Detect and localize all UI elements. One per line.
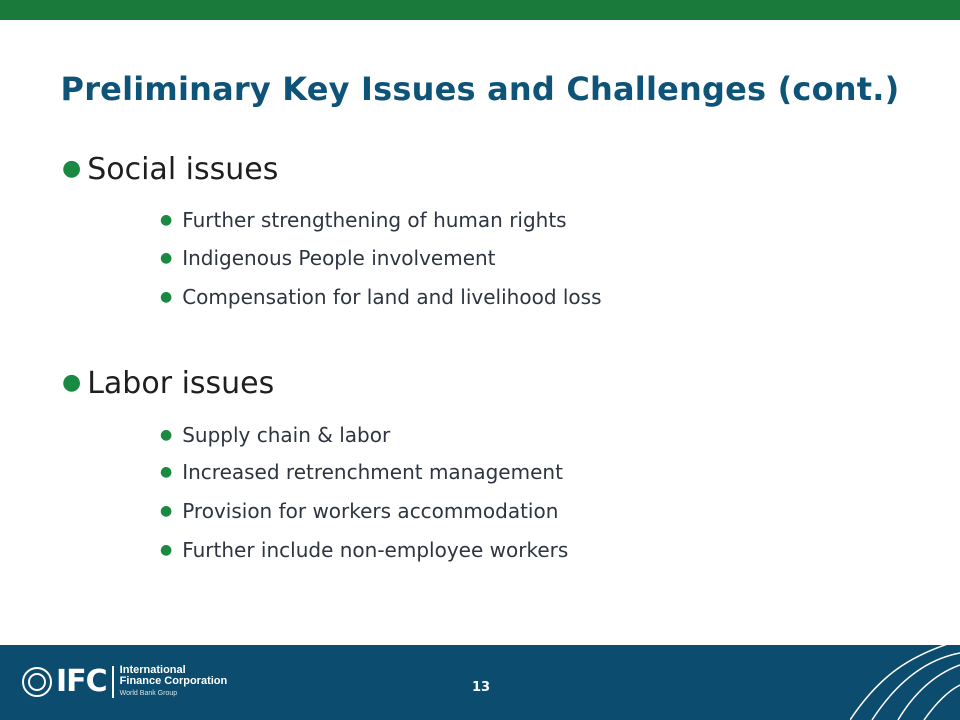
section-heading-label: Social issues — [87, 152, 279, 187]
logo-wordmark: IFC — [56, 664, 107, 699]
bullet-icon: ● — [62, 370, 82, 395]
list-item-label: Further strengthening of human rights — [182, 208, 567, 232]
ifc-logo — [22, 665, 227, 699]
list-item-label: Indigenous People involvement — [182, 246, 496, 270]
list-item — [160, 246, 496, 270]
list-item — [160, 208, 567, 232]
swoosh-decoration-icon — [850, 645, 960, 720]
list-item — [160, 423, 390, 447]
list-item — [160, 538, 568, 562]
list-item-label: Further include non-employee workers — [182, 538, 569, 562]
page-number: 13 — [471, 680, 491, 695]
list-item-label: Increased retrenchment management — [182, 460, 563, 484]
bullet-icon: ● — [160, 542, 173, 558]
section-heading-labor — [62, 366, 274, 401]
list-item — [160, 460, 563, 484]
logo-line-2: Finance Corporation — [119, 675, 228, 687]
bullet-icon: ● — [160, 212, 173, 228]
logo-text — [120, 665, 228, 699]
logo-line-1: International — [119, 664, 186, 676]
logo-line-3: World Bank Group — [119, 690, 178, 697]
list-item-label: Provision for workers accommodation — [182, 499, 559, 523]
bullet-icon: ● — [160, 464, 173, 480]
list-item — [160, 285, 602, 309]
bullet-icon: ● — [160, 503, 173, 519]
bullet-icon: ● — [160, 289, 173, 305]
bullet-icon: ● — [62, 156, 82, 181]
section-heading-label: Labor issues — [87, 366, 275, 401]
globe-icon — [22, 667, 52, 697]
slide-title: Preliminary Key Issues and Challenges (cont.) — [60, 70, 900, 108]
top-accent-bar — [0, 0, 960, 20]
list-item-label: Supply chain & labor — [182, 423, 391, 447]
section-heading-social — [62, 152, 278, 187]
logo-divider — [112, 666, 114, 698]
footer-bar — [0, 645, 960, 720]
list-item — [160, 499, 558, 523]
list-item-label: Compensation for land and livelihood loss — [182, 285, 602, 309]
bullet-icon: ● — [160, 427, 173, 443]
bullet-icon: ● — [160, 250, 173, 266]
